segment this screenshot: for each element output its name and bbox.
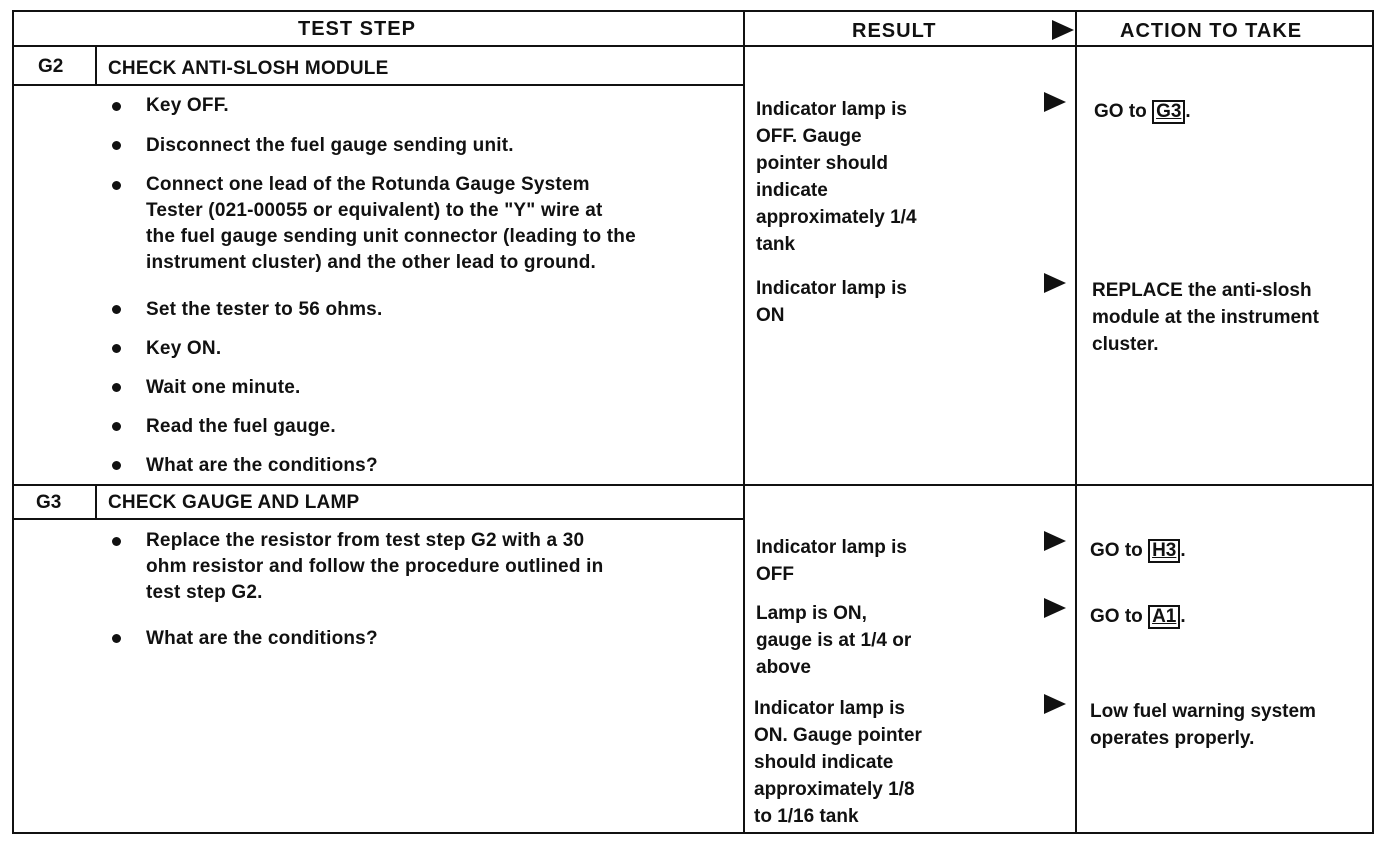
action-g3-3: Low fuel warning system operates properly. <box>1090 701 1316 749</box>
instruction-g3-1: Replace the resistor from test step G2 with a 30 ohm resistor and follow the procedure outlined in test step G2. <box>146 530 604 603</box>
go-to-h3-link[interactable]: H3 <box>1148 539 1180 563</box>
step-id-g3: G3 <box>36 492 62 513</box>
bullet-icon <box>112 461 121 470</box>
instruction-g2-2: Disconnect the fuel gauge sending unit. <box>146 135 514 156</box>
action-g3-1 <box>1090 537 1186 564</box>
result-g2-2: Indicator lamp is ON <box>756 278 907 326</box>
header-arrow-icon <box>1052 20 1074 40</box>
action-text: GO to <box>1090 606 1149 627</box>
action-suffix: . <box>1180 540 1186 561</box>
action-g3-2 <box>1090 603 1186 630</box>
action-text: GO to <box>1094 101 1153 122</box>
action-suffix: . <box>1180 606 1186 627</box>
result-g3-2: Lamp is ON, gauge is at 1/4 or above <box>756 603 912 678</box>
instruction-g2-1: Key OFF. <box>146 95 229 116</box>
instruction-g2-5: Key ON. <box>146 338 222 359</box>
result-arrow-icon <box>1044 694 1066 714</box>
bullet-icon <box>112 422 121 431</box>
instruction-g2-6: Wait one minute. <box>146 377 301 398</box>
action-text: GO to <box>1090 540 1149 561</box>
bullet-icon <box>112 141 121 150</box>
result-arrow-icon <box>1044 598 1066 618</box>
result-g2-1: Indicator lamp is OFF. Gauge pointer should indicate approximately 1/4 tank <box>756 99 917 255</box>
go-to-g3-link[interactable]: G3 <box>1152 100 1185 124</box>
header-divider <box>12 45 1374 47</box>
result-arrow-icon <box>1044 92 1066 112</box>
instruction-g2-4: Set the tester to 56 ohms. <box>146 299 383 320</box>
header-action-to-take: ACTION TO TAKE <box>1120 20 1303 42</box>
bullet-icon <box>112 383 121 392</box>
go-to-a1-link[interactable]: A1 <box>1148 605 1180 629</box>
result-g3-1: Indicator lamp is OFF <box>756 537 907 585</box>
bullet-icon <box>112 102 121 111</box>
step-title-g2: CHECK ANTI-SLOSH MODULE <box>108 58 389 79</box>
instruction-g2-8: What are the conditions? <box>146 455 378 476</box>
bullet-icon <box>112 634 121 643</box>
action-suffix: . <box>1185 101 1191 122</box>
step-id-g2: G2 <box>38 56 64 77</box>
g2-title-underline <box>12 84 744 86</box>
header-test-step: TEST STEP <box>298 18 416 40</box>
g2-id-divider <box>95 45 97 85</box>
bullet-icon <box>112 305 121 314</box>
instruction-g2-7: Read the fuel gauge. <box>146 416 336 437</box>
g3-id-divider <box>95 484 97 519</box>
bullet-icon <box>112 537 121 546</box>
step-title-g3: CHECK GAUGE AND LAMP <box>108 492 360 513</box>
instruction-g2-3: Connect one lead of the Rotunda Gauge System Tester (021-00055 or equivalent) to the "Y" wire at the fuel gauge sending unit connector (leading to the instrument cluster) and the other lead to ground. <box>146 174 636 273</box>
bullet-icon <box>112 344 121 353</box>
result-arrow-icon <box>1044 273 1066 293</box>
action-g2-2: REPLACE the anti-slosh module at the instrument cluster. <box>1092 280 1319 355</box>
bullet-icon <box>112 181 121 190</box>
result-g3-3: Indicator lamp is ON. Gauge pointer should indicate approximately 1/8 to 1/16 tank <box>754 698 922 827</box>
column-divider-action <box>1075 10 1077 834</box>
header-result: RESULT <box>852 20 937 42</box>
column-divider-result <box>743 10 745 834</box>
result-arrow-icon <box>1044 531 1066 551</box>
action-g2-1 <box>1094 98 1191 125</box>
instruction-g3-2: What are the conditions? <box>146 628 378 649</box>
section-divider-g3 <box>12 484 1374 486</box>
g3-title-underline <box>12 518 744 520</box>
